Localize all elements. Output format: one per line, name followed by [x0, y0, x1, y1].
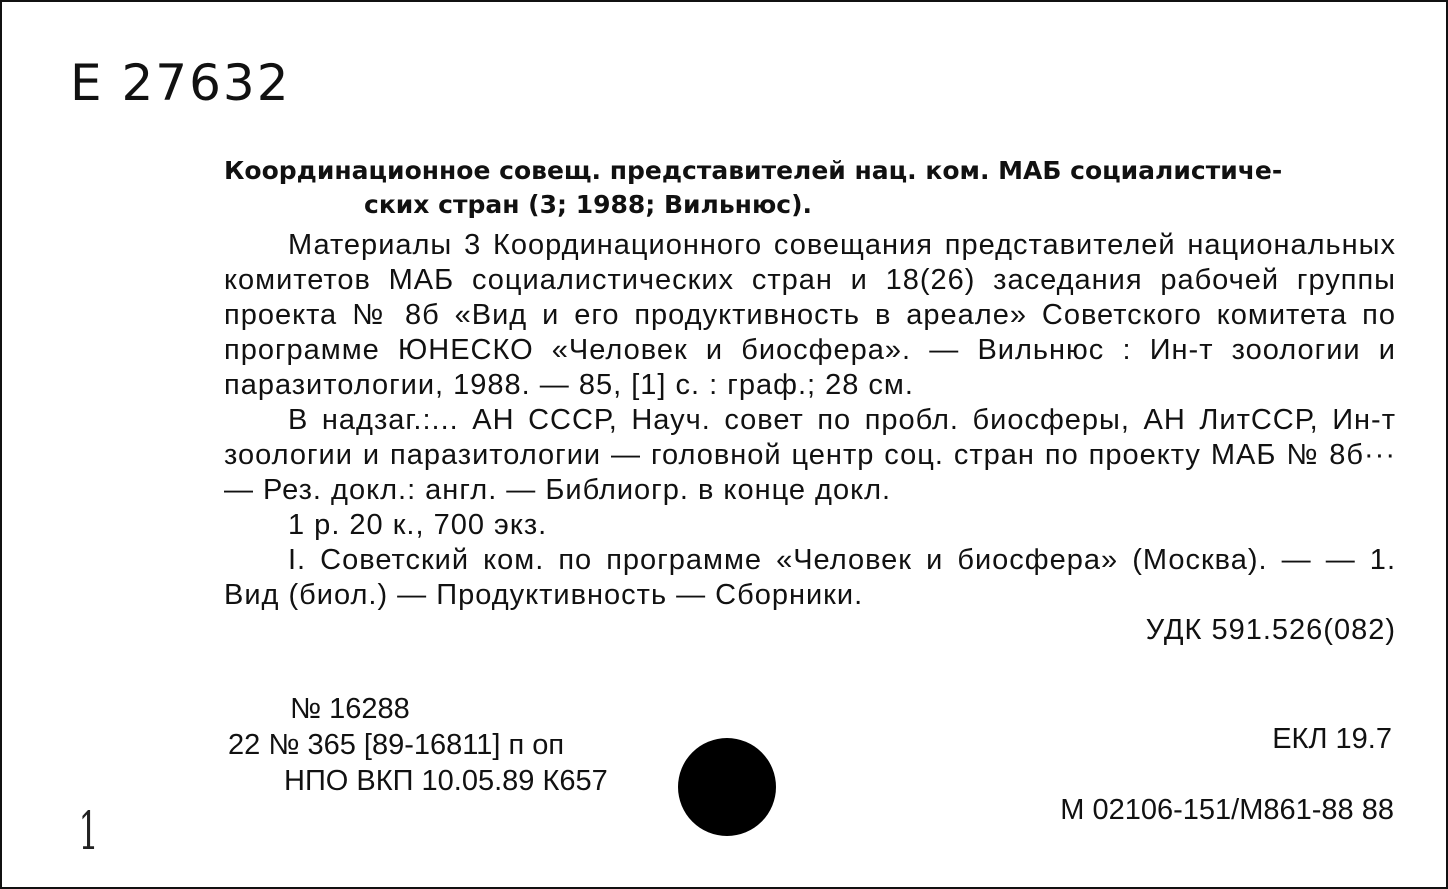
heading-line-2: ских стран (3; 1988; Вильнюс).: [364, 190, 812, 219]
print-info: [228, 727, 608, 799]
handwritten-mark: 1: [78, 802, 99, 862]
description-body: [224, 228, 1396, 648]
print-info-line-1: 22 № 365 [89-16811] п оп: [228, 729, 565, 761]
subjects-paragraph: I. Советский ком. по программе «Человек и биосфера» (Москва). — — 1. Вид (биол.) — Продуктивность — Сборники.: [224, 544, 1396, 611]
card-heading: [224, 154, 1399, 222]
series-code: М 02106-151/М861-88 88: [1060, 794, 1394, 826]
sponsor-paragraph: В надзаг.:... АН СССР, Науч. совет по пробл. биосферы, АН ЛитССР, Ин-т зоологии и паразитологии — головной центр соц. стран по проекту МАБ № 8б··· — Рез. докл.: англ. — Библиогр. в конце докл.: [224, 404, 1396, 506]
registration-number: № 16288: [290, 693, 410, 725]
punch-hole: [678, 738, 776, 836]
call-number: Е 27632: [70, 54, 291, 112]
description-paragraph: Материалы 3 Координационного совещания представителей национальных комитетов МАБ социалистических стран и 18(26) заседания рабочей группы проекта № 8б «Вид и его продуктивность в ареале» Советского комитета по программе ЮНЕСКО «Человек и биосфера». — Вильнюс : Ин-т зоологии и паразитологии, 1988. — 85, [1] с. : граф.; 28 см.: [224, 229, 1396, 401]
heading-line-1: Координационное совещ. представителей нац. ком. МАБ социалистиче-: [224, 156, 1283, 185]
price-paragraph: 1 р. 20 к., 700 экз.: [288, 509, 548, 541]
print-info-line-2: НПО ВКП 10.05.89 К657: [284, 765, 608, 797]
ekl-code: ЕКЛ 19.7: [1272, 723, 1392, 755]
udc-code: УДК 591.526(082): [1145, 614, 1396, 646]
